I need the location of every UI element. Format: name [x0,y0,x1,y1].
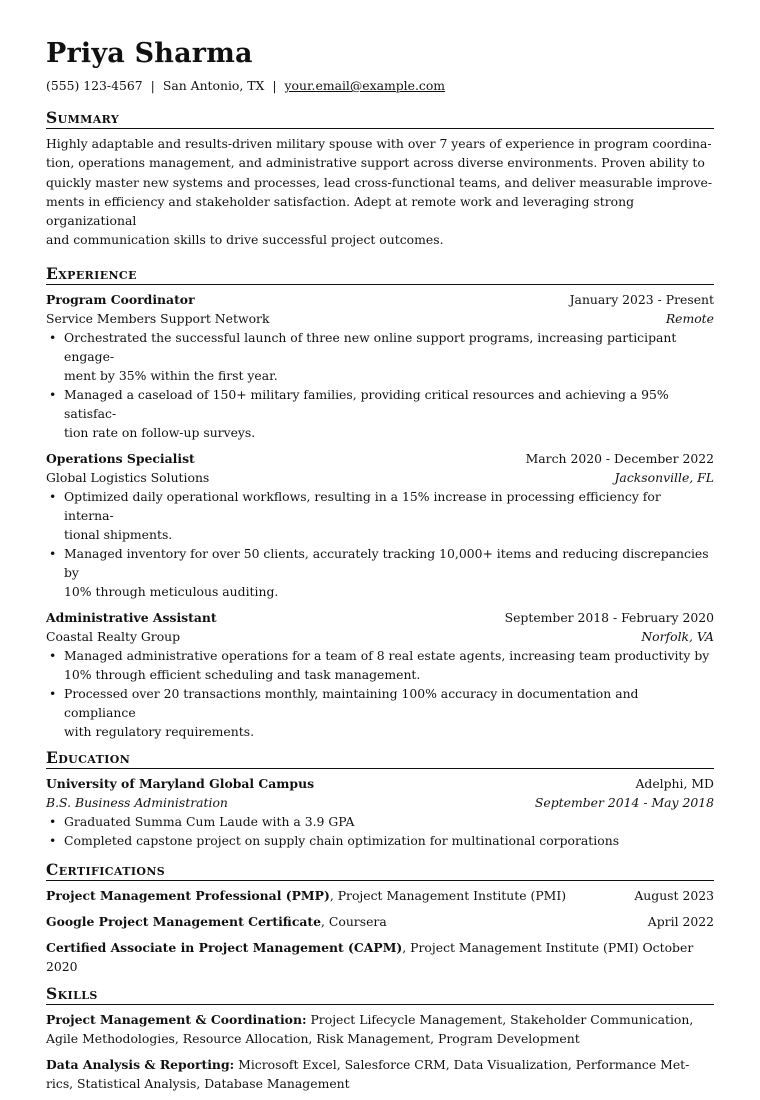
bullet-text: ment by 35% within the first year. [64,367,278,383]
resume [46,38,714,1100]
job-bullets [46,487,714,601]
bullet-item [49,544,714,601]
bullet-item [49,812,714,831]
certification-issuer: , Project Management Institute (PMI) October [402,939,694,955]
certification-date: 2020 [46,958,78,974]
company-name: Service Members Support Network [46,310,270,326]
bullet-item [49,684,714,741]
section-title-skills: Skills [46,984,714,1005]
summary-section [46,108,714,250]
bullet-text: Processed over 20 transactions monthly, maintaining 100% accuracy in documentation and compliance [64,685,639,720]
job-dates: September 2018 - February 2020 [504,609,714,625]
phone-number: (555) 123-4567 [46,78,143,93]
bullet-item [49,831,714,850]
certification-issuer: , Project Management Institute (PMI) [329,887,567,903]
skills-section [46,984,714,1093]
bullet-dot-icon: • [49,813,57,829]
bullet-dot-icon: • [49,685,57,701]
bullet-text: Managed a caseload of 150+ military families, providing critical resources and achieving a 95% satisfac- [64,386,669,421]
certification-name: Google Project Management Certificate [46,913,321,929]
job-location: Remote [665,310,714,326]
skill-category: Data Analysis & Reporting: [46,1056,235,1072]
bullet-text: Optimized daily operational workflows, resulting in a 15% increase in processing efficiency for interna- [64,488,661,523]
bullet-dot-icon: • [49,386,57,402]
contact-line [46,78,714,94]
education-bullets [46,812,714,850]
location: San Antonio, TX [162,78,265,93]
bullet-text: 10% through efficient scheduling and task management. [64,666,421,682]
section-title-experience: Experience [46,264,714,285]
school-name: University of Maryland Global Campus [46,775,315,791]
certification-date: August 2023 [634,887,714,903]
skill-category: Project Management & Coordination: [46,1011,307,1027]
job-entry [46,608,714,741]
section-title-education: Education [46,748,714,769]
bullet-text: tional shipments. [64,526,173,542]
bullet-text: with regulatory requirements. [64,723,255,739]
company-name: Coastal Realty Group [46,628,181,644]
separator: | [150,78,155,93]
section-title-certifications: Certifications [46,860,714,881]
job-bullets [46,328,714,442]
summary-line: tion, operations management, and administrative support across diverse environments. Proven ability to [46,155,705,171]
certification-item [46,912,714,931]
job-bullets [46,646,714,741]
skill-list: Microsoft Excel, Salesforce CRM, Data Visualization, Performance Met- [234,1056,690,1072]
email-link[interactable]: your.email@example.com [284,78,446,93]
bullet-item [49,385,714,442]
certification-name: Project Management Professional (PMP) [46,887,330,903]
summary-line: ments in efficiency and stakeholder satisfaction. Adept at remote work and leveraging strong organizational [46,193,635,229]
job-location: Norfolk, VA [641,628,714,644]
job-location: Jacksonville, FL [614,469,714,485]
certification-name: Certified Associate in Project Management (CAPM) [46,939,403,955]
bullet-item [49,487,714,544]
bullet-item [49,646,714,684]
skill-list: Agile Methodologies, Resource Allocation, Risk Management, Program Development [46,1030,580,1046]
bullet-dot-icon: • [49,647,57,663]
certification-item [46,886,714,905]
education-dates: September 2014 - May 2018 [534,794,714,810]
bullet-text: tion rate on follow-up surveys. [64,424,256,440]
job-dates: January 2023 - Present [569,291,714,307]
company-name: Global Logistics Solutions [46,469,210,485]
school-location: Adelphi, MD [635,775,714,791]
bullet-dot-icon: • [49,545,57,561]
certification-item [46,938,714,976]
summary-text [46,134,714,250]
separator: | [272,78,277,93]
bullet-text: 10% through meticulous auditing. [64,583,279,599]
section-title-summary: Summary [46,108,714,129]
bullet-text: Managed administrative operations for a team of 8 real estate agents, increasing team productivity by [64,647,710,663]
job-title: Administrative Assistant [46,609,217,625]
degree: B.S. Business Administration [46,794,228,810]
bullet-dot-icon: • [49,329,57,345]
education-section [46,748,714,850]
bullet-text: Orchestrated the successful launch of three new online support programs, increasing participant engage- [64,329,677,364]
certification-date: April 2022 [647,913,714,929]
summary-line: and communication skills to drive successful project outcomes. [46,232,444,248]
experience-section [46,264,714,741]
bullet-dot-icon: • [49,832,57,848]
job-title: Operations Specialist [46,450,195,466]
skill-list: Project Lifecycle Management, Stakeholder Communication, [306,1011,694,1027]
bullet-text: Completed capstone project on supply chain optimization for multinational corporations [64,832,620,848]
summary-line: quickly master new systems and processes, lead cross-functional teams, and deliver measurable improve- [46,174,713,190]
job-entry [46,290,714,442]
certification-issuer: , Coursera [321,913,387,929]
summary-line: Highly adaptable and results-driven military spouse with over 7 years of experience in program coordina- [46,136,712,151]
bullet-dot-icon: • [49,488,57,504]
bullet-text: Managed inventory for over 50 clients, accurately tracking 10,000+ items and reducing discrepancies by [64,545,709,580]
bullet-text: Graduated Summa Cum Laude with a 3.9 GPA [64,813,355,829]
skill-list: rics, Statistical Analysis, Database Management [46,1075,350,1091]
skill-group [46,1010,714,1048]
bullet-item [49,328,714,385]
job-title: Program Coordinator [46,291,195,307]
certifications-section [46,860,714,976]
job-entry [46,449,714,601]
candidate-name: Priya Sharma [46,38,253,69]
skill-group [46,1055,714,1093]
job-dates: March 2020 - December 2022 [525,450,714,466]
